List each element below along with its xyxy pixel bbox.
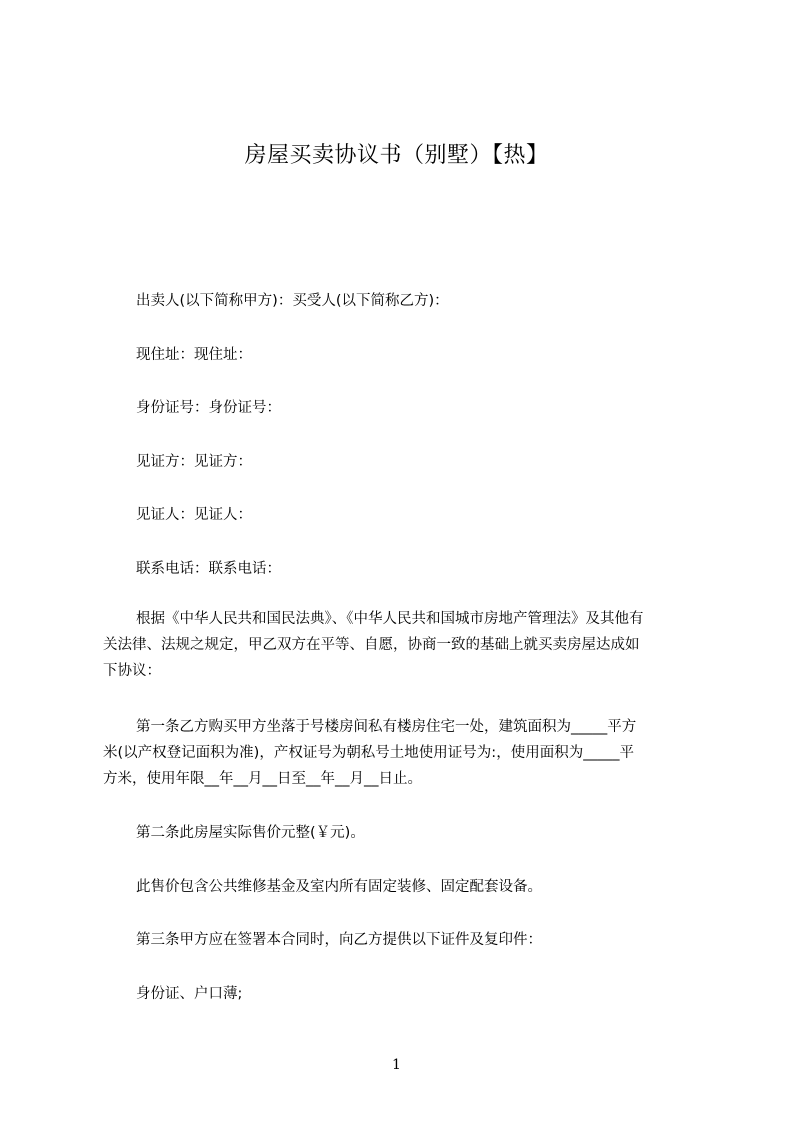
page-title: 房屋买卖协议书（别墅）【热】: [244, 143, 549, 168]
witness-person-line: 见证人：见证人：: [136, 507, 252, 523]
article-2-line: 第二条此房屋实际售价元整(￥元)。: [136, 825, 365, 841]
id-number-line: 身份证号：身份证号：: [136, 400, 281, 416]
preamble-line-1: 根据《中华人民共和国民法典》、《中华人民共和国城市房地产管理法》及其他有: [136, 611, 644, 627]
article-3-line: 第三条甲方应在签署本合同时，向乙方提供以下证件及复印件：: [136, 932, 542, 948]
article-1-line-1: 第一条乙方购买甲方坐落于号楼房间私有楼房住宅一处，建筑面积为_____平方: [136, 719, 637, 735]
article-1-paragraph: [103, 714, 697, 792]
witness-party-line: 见证方：见证方：: [136, 454, 252, 470]
article-1-line-2: 米(以产权登记面积为准)，产权证号为朝私号土地使用证号为:，使用面积为_____平: [103, 745, 634, 761]
price-note-line: 此售价包含公共维修基金及室内所有固定装修、固定配套设备。: [136, 879, 542, 895]
phone-line: 联系电话：联系电话：: [136, 561, 281, 577]
preamble-paragraph: [103, 606, 697, 684]
article-1-line-3: 方米，使用年限__年__月__日至__年__月__日止。: [103, 771, 422, 787]
page-number: 1: [392, 1057, 401, 1073]
documents-list-line: 身份证、户口薄;: [136, 986, 243, 1002]
preamble-line-2: 关法律、法规之规定，甲乙双方在平等、自愿，协商一致的基础上就买卖房屋达成如: [103, 637, 640, 653]
preamble-line-3: 下协议：: [103, 663, 161, 679]
parties-line: 出卖人(以下简称甲方)：买受人(以下简称乙方)：: [136, 293, 449, 309]
address-line: 现住址：现住址：: [136, 347, 252, 363]
